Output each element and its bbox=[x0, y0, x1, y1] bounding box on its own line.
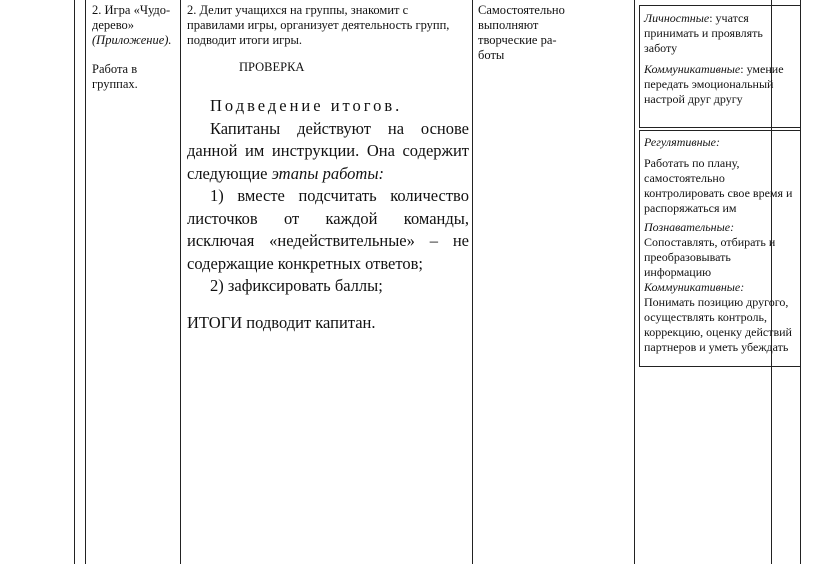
intro-line: подводит итоги игры. bbox=[187, 33, 303, 47]
stage-form-line: Работа в bbox=[92, 62, 138, 76]
communicative-line: Понимать позицию другого, bbox=[644, 295, 789, 309]
table-border-left bbox=[74, 0, 75, 564]
cognitive-label: Познавательные: bbox=[644, 220, 735, 234]
table-border-col1-right bbox=[180, 0, 181, 564]
personal-outcomes-line: принимать и проявлять bbox=[644, 26, 763, 40]
communicative-line: коррекцию, оценку действий bbox=[644, 325, 792, 339]
regulatory-label: Регулятивные: bbox=[644, 135, 720, 149]
stage-form-line: группах. bbox=[92, 77, 138, 91]
communicative-line: передать эмоциональный bbox=[644, 77, 774, 91]
personal-label: Личностные bbox=[644, 11, 710, 25]
stage-title-line: дерево» bbox=[92, 18, 135, 32]
check-heading: ПРОВЕРКА bbox=[239, 60, 305, 74]
summary-text-line: Капитаны действуют на основе bbox=[210, 118, 469, 138]
communicative-text: : умение bbox=[740, 62, 784, 76]
step-one-line: 1) вместе подсчитать количество bbox=[210, 186, 469, 205]
student-activity-line: творческие ра- bbox=[478, 33, 557, 47]
communicative-label: Коммуникативные bbox=[644, 62, 741, 76]
step-one-line: листочков от каждой команды, bbox=[187, 208, 469, 228]
step-one-line: исключая «недействительные» – не bbox=[187, 231, 469, 250]
step-two-line: 2) зафиксировать баллы; bbox=[210, 276, 383, 295]
personal-outcomes-line bbox=[644, 11, 794, 26]
teacher-activity-cell bbox=[187, 3, 469, 334]
regulatory-line: распоряжаться им bbox=[644, 201, 737, 215]
communicative-label: Коммуникативные: bbox=[644, 280, 745, 294]
table-border-col2-right bbox=[472, 0, 473, 564]
communicative-line: настрой друг другу bbox=[644, 92, 743, 106]
communicative-line: осуществлять контроль, bbox=[644, 310, 767, 324]
cognitive-line: информацию bbox=[644, 265, 712, 279]
personal-outcomes-line: заботу bbox=[644, 41, 678, 55]
summary-text-plain: следующие bbox=[187, 163, 272, 183]
step-one-line: содержащие конкретных ответов; bbox=[187, 253, 424, 273]
summary-text-line bbox=[187, 163, 469, 186]
regulatory-line: Работать по плану, bbox=[644, 156, 740, 170]
regulatory-line: контролировать свое время и bbox=[644, 186, 793, 200]
result-line: ИТОГИ подводит капитан. bbox=[187, 312, 376, 332]
table-border-col3-right bbox=[634, 0, 635, 564]
student-activity-cell bbox=[478, 3, 630, 63]
student-activity-line: боты bbox=[478, 48, 505, 62]
summary-text-line: данной им инструкции. Она содержит bbox=[187, 141, 469, 160]
student-activity-line: Самостоятельно bbox=[478, 3, 565, 17]
summary-title: Подведение итогов. bbox=[210, 96, 403, 115]
student-activity-line: выполняют bbox=[478, 18, 539, 32]
intro-line: 2. Делит учащихся на группы, знакомит с bbox=[187, 3, 409, 17]
cognitive-line: Сопоставлять, отбирать и bbox=[644, 235, 776, 249]
regulatory-line: самостоятельно bbox=[644, 171, 725, 185]
communicative-line: партнеров и уметь убеждать bbox=[644, 340, 789, 354]
stage-title-line: 2. Игра «Чудо- bbox=[92, 3, 171, 17]
table-border-col1-left bbox=[85, 0, 86, 564]
personal-outcomes-content bbox=[644, 11, 794, 107]
cognitive-line: преобразовывать bbox=[644, 250, 731, 264]
communicative-line bbox=[644, 62, 794, 77]
stage-appendix: (Приложение). bbox=[92, 33, 172, 47]
intro-line: правилами игры, организует деятельность групп, bbox=[187, 18, 450, 32]
personal-text: : учатся bbox=[709, 11, 749, 25]
summary-block bbox=[187, 95, 469, 334]
meta-outcomes-content bbox=[644, 135, 796, 355]
summary-text-italic: этапы работы: bbox=[271, 163, 385, 183]
stage-cell bbox=[92, 3, 178, 92]
